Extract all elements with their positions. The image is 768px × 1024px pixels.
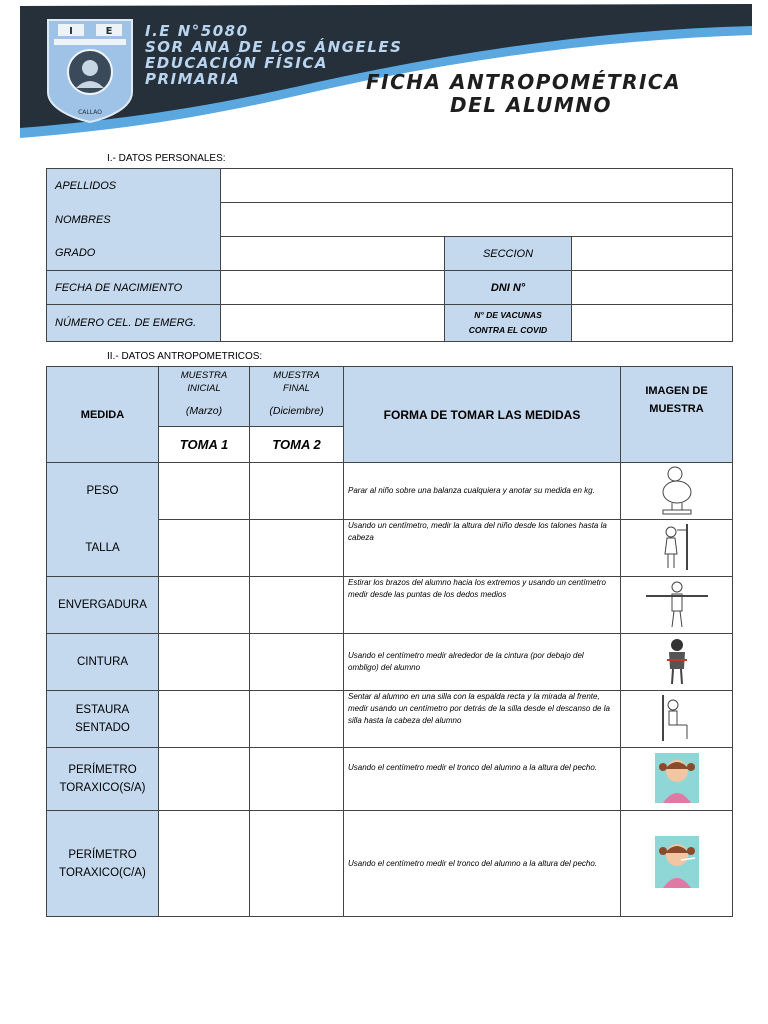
apellidos-field[interactable] [221,169,733,203]
col-inicial-line1: MUESTRA [180,370,228,381]
cintura-toma1-field[interactable] [159,634,250,691]
label-grado: GRADO [47,237,221,271]
section-anthro-heading: II.- DATOS ANTROPOMETRICOS: [107,351,263,362]
talla-toma2-field[interactable] [250,520,344,577]
envergadura-description: Estirar los brazos del alumno hacia los extremos y usando un centímetro medir desde las puntas de los dedos medios [344,577,621,634]
school-name-line4: PRIMARIA [145,70,241,88]
row-label-estatura-sentado [47,691,159,748]
col-header-medida: MEDIDA [47,367,159,463]
col-header-imagen [621,367,733,463]
label-vacunas [445,305,572,342]
peso-image [621,463,733,520]
school-logo [48,20,132,122]
label-numero-cel: NÚMERO CEL. DE EMERG. [47,305,221,342]
vacunas-field[interactable] [572,305,733,342]
label-apellidos: APELLIDOS [47,169,221,203]
waist-measure-icon [657,636,697,686]
talla-image [621,520,733,577]
col-imagen-line2: MUESTRA [649,403,704,415]
label-vacunas-line2: CONTRA EL COVID [468,325,548,335]
label-fecha-nacimiento: FECHA DE NACIMIENTO [47,271,221,305]
perimetro-sa-description: Usando el centímetro medir el tronco del alumno a la altura del pecho. [344,748,621,811]
estatura-sentado-image [621,691,733,748]
estatura-sentado-description: Sentar al alumno en una silla con la espalda recta y la mirada al frente, medir usando un centímetro por detrás de la silla desde el descanso de la silla hasta la cabeza del alumno [344,691,621,748]
label-nombres: NOMBRES [47,203,221,237]
perimetro-sa-toma1-field[interactable] [159,748,250,811]
col-final-line1: MUESTRA [273,370,320,381]
talla-description: Usando un centímetro, medir la altura del niño desde los talones hasta la cabeza [344,520,621,577]
row-label-envergadura: ENVERGADURA [47,577,159,634]
col-header-muestra-final [250,367,344,427]
row-label-estatura-line1: ESTAURA [75,704,130,716]
girl-breathing-out-icon [655,836,699,888]
section-personal-heading: I.- DATOS PERSONALES: [107,153,226,164]
col-final-line2: FINAL [283,383,310,394]
col-final-line3: (Diciembre) [269,405,324,417]
col-inicial-line2: INICIAL [187,383,221,394]
perimetro-ca-toma1-field[interactable] [159,811,250,917]
row-label-talla: TALLA [47,520,159,577]
personal-data-table [46,168,733,342]
school-name-line1: I.E N°5080 [145,22,249,40]
row-label-perimetro-sa [47,748,159,811]
arm-span-icon [642,579,712,629]
nombres-field[interactable] [221,203,733,237]
cintura-description: Usando el centímetro medir alrededor de la cintura (por debajo del ombligo) del alumno [344,634,621,691]
page-title-line1: FICHA ANTROPOMÉTRICA [366,70,682,94]
estatura-sentado-toma1-field[interactable] [159,691,250,748]
svg-text:I: I [69,26,73,37]
svg-text:CALLAO: CALLAO [78,109,102,116]
perimetro-sa-toma2-field[interactable] [250,748,344,811]
seccion-field[interactable] [572,237,733,271]
anthropometric-table [46,366,733,917]
peso-description: Parar al niño sobre una balanza cualquiera y anotar su medida en kg. [344,463,621,520]
perimetro-sa-image [621,748,733,811]
row-label-perimetro-ca-line1: PERÍMETRO [68,848,137,861]
col-inicial-line3: (Marzo) [185,405,223,417]
school-name-line3: EDUCACIÓN FÍSICA [145,54,328,72]
envergadura-toma1-field[interactable] [159,577,250,634]
label-dni: DNI N° [445,271,572,305]
peso-toma2-field[interactable] [250,463,344,520]
header-banner [0,0,768,150]
row-label-peso: PESO [47,463,159,520]
cintura-toma2-field[interactable] [250,634,344,691]
row-label-cintura: CINTURA [47,634,159,691]
row-label-perimetro-ca-line2: TORAXICO(C/A) [59,866,146,879]
dni-field[interactable] [572,271,733,305]
row-label-perimetro-ca [47,811,159,917]
perimetro-ca-image [621,811,733,917]
row-label-perimetro-sa-line1: PERÍMETRO [68,764,137,776]
seated-height-icon [657,693,697,743]
height-measure-icon [657,522,697,572]
col-header-forma: FORMA DE TOMAR LAS MEDIDAS [344,367,621,463]
row-label-perimetro-sa-line2: TORAXICO(S/A) [59,782,146,794]
col-imagen-line1: IMAGEN DE [645,385,708,397]
talla-toma1-field[interactable] [159,520,250,577]
label-vacunas-line1: N° DE VACUNAS [474,310,542,320]
toma1-header: TOMA 1 [159,427,250,463]
cintura-image [621,634,733,691]
peso-toma1-field[interactable] [159,463,250,520]
envergadura-toma2-field[interactable] [250,577,344,634]
envergadura-image [621,577,733,634]
page-title-line2: DEL ALUMNO [450,93,612,117]
school-name-line2: SOR ANA DE LOS ÁNGELES [145,38,403,56]
toma2-header: TOMA 2 [250,427,344,463]
estatura-sentado-toma2-field[interactable] [250,691,344,748]
col-header-muestra-inicial [159,367,250,427]
row-label-estatura-line2: SENTADO [75,722,130,734]
scale-figure-icon [657,465,697,515]
perimetro-ca-toma2-field[interactable] [250,811,344,917]
svg-text:E: E [105,26,113,37]
perimetro-ca-description: Usando el centímetro medir el tronco del alumno a la altura del pecho. [344,811,621,917]
numero-cel-field[interactable] [221,305,445,342]
grado-field[interactable] [221,237,445,271]
girl-breathing-in-icon [655,753,699,803]
fecha-nacimiento-field[interactable] [221,271,445,305]
label-seccion: SECCION [445,237,572,271]
